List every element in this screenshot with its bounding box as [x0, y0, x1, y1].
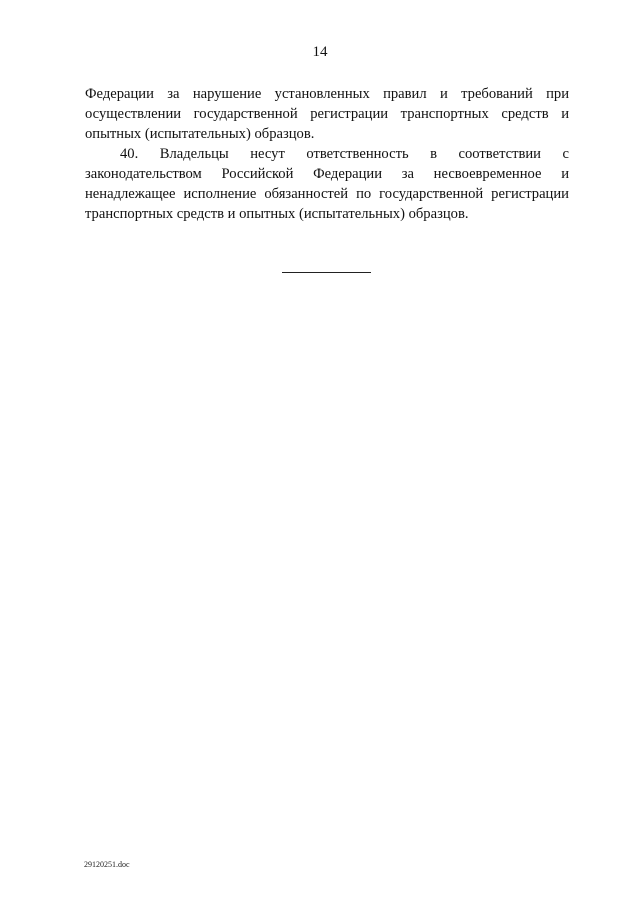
end-separator-line [282, 272, 371, 273]
page-number: 14 [312, 44, 328, 60]
paragraph-continuation: Федерации за нарушение установленных правил и требований при осуществлении государственной регистрации транспортных средств и опытных (испытательных) образцов. [85, 86, 569, 142]
footer-file-reference: 29120251.doc [84, 860, 130, 869]
paragraph-40: 40. Владельцы несут ответственность в соответствии с законодательством Российской Федерации за несвоевременное и ненадлежащее исполнение обязанностей по государственной регистрации транспортных средств и опытных (испытательных) образцов. [85, 146, 569, 222]
document-body [85, 84, 569, 224]
